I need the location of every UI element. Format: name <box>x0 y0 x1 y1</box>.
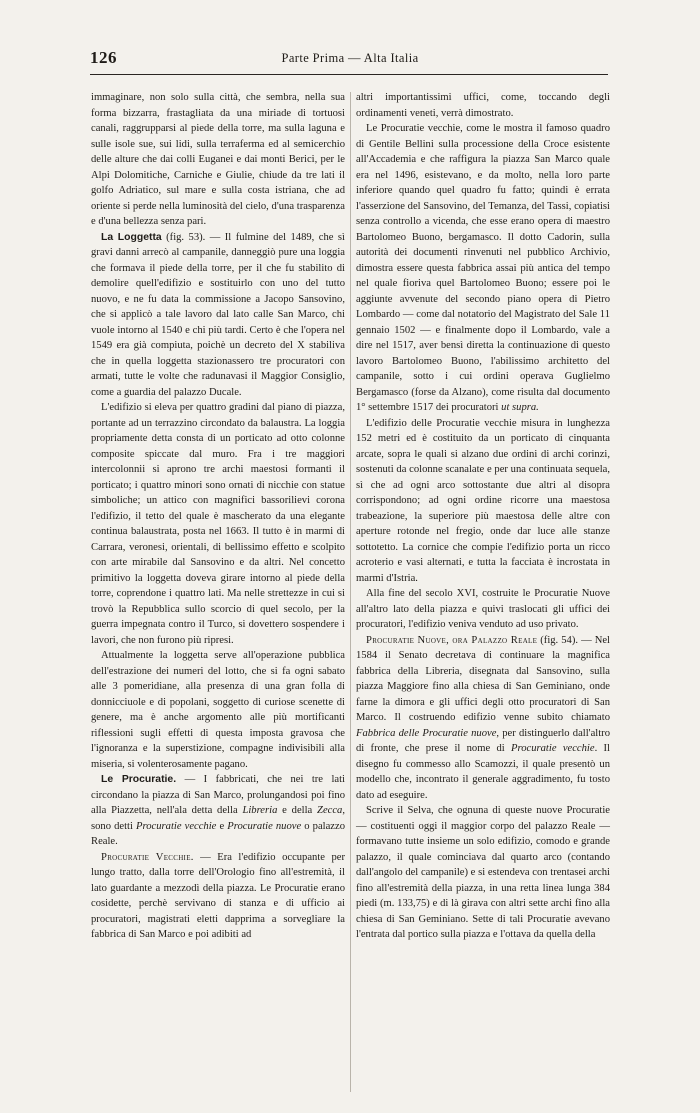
page-header <box>90 48 610 70</box>
paragraph-procuratie-vecchie <box>91 850 345 943</box>
column-divider <box>350 92 351 1092</box>
text: , sono detti <box>91 805 345 832</box>
paragraph-loggetta <box>91 230 345 401</box>
italic-text: Procuratie vecchie <box>511 743 595 754</box>
paragraph: Attualmente la loggetta serve all'operazione pubblica dell'estrazione dei numeri del lotto, che si fa ogni sabato alle 3 pomeridiane, alla presenza di una gran folla di donnicciuole e di popolani, soggetto di curiose scenette di genere, ma è anche argomento alle più mortificanti riflessioni sugli effetti di questa imposta gravosa che l'ignoranza e la superstizione, compagne indivisibili alla miseria, si volenterosamente pagano. <box>91 650 345 770</box>
paragraph: L'edifizio delle Procuratie vecchie misura in lunghezza 152 metri ed è costituito da un porticato di cinquanta arcate, sopra le quali si alzano due ordini di archi corinzi, sostenuti da colonne scanalate e per una continuata sequela, sì che ad ogni arco sottostante due altri al disopra corrispondono; ad ogni ordine ricorre una maestosa trabeazione, la superiore più maestosa delle altre con aperture rotonde nel fregio, onde dar luce alle stanze sottotetto. La cornice che compie l'edifizio porta un ricco acroterio e vasi alternati, e tutta la facciata è incrostata in marmi d'Istria. <box>356 417 610 584</box>
paragraph-procuratie <box>91 772 345 850</box>
paragraph: Alla fine del secolo XVI, costruite le Procuratie Nuove all'altro lato della piazza e quivi traslocati gli uffici dei procuratori, l'edifizio veniva venduto ad uso privato. <box>356 588 610 630</box>
paragraph: L'edifizio si eleva per quattro gradini dal piano di piazza, portante ad un terrazzino circondato da balaustra. La loggia propriamente detta consta di un porticato ad otto colonne composite spiccate dal muro. Fra i tre maggiori intercolonnii si aprono tre archi maestosi formanti il porticato; i quattro minori sono ornati di nicchie con statue simboliche; un attico con magnifici bassorilievi corona l'edifizio, il tetto del quale è mascherato da una elegante continua balaustrata, posta nel 1663. Il tutto è in marmi di Carrara, veronesi, orientali, di bellissimo effetto e scolpito con arte mirabile dal Sansovino e da altri. Nel concetto primitivo la loggetta doveva girare intorno al piede della torre, coprendone i quattro lati. Ma nelle strettezze in cui si trovò la Repubblica sullo scorcio di quel secolo, per la guerra impegnata contro il Turco, si dovettero sospendere i lavori, che non furono più ripresi. <box>91 402 345 646</box>
paragraph-bellini <box>356 121 610 416</box>
paragraph: Scrive il Selva, che ognuna di queste nuove Procuratie — costituenti oggi il maggior corpo del palazzo Reale — formavano tutte insieme un solo edifizio, comodo e grande palazzo, il quale cominciava dal quarto arco (contando dall'angolo del campanile) e si estendeva con trentasei archi fino all'estremità della piazza, in una retta linea lunga 384 piedi (m. 133,75) e di là girava con altri sette archi fino alla chiesa di San Geminiano. Sette di tali Procuratie avevano l'entrata dal portico sulla piazza e l'ottava da quella della <box>356 805 610 940</box>
italic-text: Libreria <box>242 805 278 816</box>
paragraph-text: — Era l'edifizio occupante per lungo tratto, dalla torre dell'Orologio fino all'estremità, il lato guardante a mezzodì della piazza. Le Procuratie erano cosidette, perchè servivano di stanza e di ufficio ai procuratori, magistrati eletti dapprima a sorvegliare la fabbrica di San Marco e poi adibiti ad <box>91 851 345 940</box>
italic-text: ut supra. <box>501 402 539 413</box>
paragraph-text: Le Procuratie vecchie, come le mostra il famoso quadro di Gentile Bellini sulla processione della Croce esistente all'Accademia e che raffigura la piazza San Marco quale era nel 1496, esistevano, e da molto, nella loro parte inferiore quando quel quadro fu fatto; quindi è errata l'asserzione del Sansovino, del Temanza, del Tassi, copiatisi senza controllo a vicenda, che esse erano opera di maestro Bartolomeo Buono, bergamasco. Il dotto Cadorin, sulla autorità dei documenti rinvenuti nel pubblico Archivio, dimostra essere questa fabbrica assai più antica del tempo nel quale fioriva quel Bartolomeo Buono; essere poi le aggiunte avvenute del secondo piano opera di Pietro Lombardo — come dal notatorio del Magistrato del Sale 11 gennaio 1502 — e finalmente dopo il Lombardo, vale a dire nel 1517, aver bensì diretta la continuazione di questo lavoro Bartolomeo Buono, l'abilissimo architetto del campanile, sotto i cui ordini operava Guglielmo Bergamasco (forse da Alzano), come risulta dal documento 1° settembre 1517 dei procuratori <box>356 123 610 413</box>
left-column <box>91 90 345 943</box>
paragraph: immaginare, non solo sulla città, che sembra, nella sua forma bizzarra, frastagliata da una miriade di tortuosi canali, raggrupparsi al piede della torre, ma sulla laguna e sulle isole sue, sui lidi, sulla terraferma ed al semicerchio delle alture che dai colli Euganei e dai monti Berici, per le Alpi Dolomitiche, Carniche e Giulie, chiude da tre lati il golfo Adriatico, sul mare e sulla costa istriana, che ad oriente si perde nella luminosità del cielo, d'una trasparenza e d'una bellezza senza pari. <box>91 92 345 227</box>
right-column <box>356 90 610 943</box>
text: o palazzo Reale. <box>91 820 346 847</box>
text: e <box>216 820 228 832</box>
italic-text: Fabbrica delle Procuratie nuove <box>356 727 497 739</box>
italic-text: Procuratie nuove <box>227 820 302 832</box>
text: , per distinguerlo dall'altro di fronte, che prese il nome di <box>356 727 610 754</box>
header-rule <box>90 74 608 75</box>
text: (fig. 54). — Nel 1584 il Senato decretava di continuare la magnifica fabbrica della Libreria, disegnata dal Sansovino, sulla piazza Maggiore fino alla chiesa di San Geminiano, onde farne la dimora e gli uffici degli otto procuratori di San Marco. Il costruendo edifizio venne subito chiamato <box>356 634 611 723</box>
italic-text: Procuratie vecchie <box>136 820 217 832</box>
text: e della <box>277 805 318 816</box>
paragraph: altri importantissimi uffici, come, toccando degli ordinamenti veneti, verrà dimostrato. <box>356 92 610 119</box>
section-heading: La Loggetta <box>101 231 162 243</box>
paragraph-procuratie-nuove <box>356 633 610 804</box>
running-title: Parte Prima — Alta Italia <box>281 51 419 65</box>
paragraph-text: (fig. 53). — Il fulmine del 1489, che sì gravi danni arrecò al campanile, danneggiò pure una loggia che formava il piede della torre, per il che fu stabilito di demolire quell'edifizio e sostituirlo con uno del tutto nuovo, e ne fu data la commissione a Jacopo Sansovino, che si applicò a tale lavoro dal lato calle San Marco, chi vuole intorno al 1540 e chi più tardi. Certo è che l'opera nel 1549 era già compiuta, poichè un decreto del X stabiliva che in quella loggetta stazionassero tre procuratori con armati, tutte le volte che radunavasi il Maggior Consiglio, come a guardia del palazzo Ducale. <box>91 231 345 398</box>
text: — I fabbricati, che nei tre lati circondano la piazza di San Marco, prolungandosi poi fino alla Piazzetta, nell'ala detta della <box>91 774 345 816</box>
section-heading: Le Procuratie. <box>101 774 177 785</box>
italic-text: Zecca <box>317 805 343 816</box>
text: . Il disegno fu commesso allo Scamozzi, il quale presentò un modello che, incontrato il generale aggradimento, fu tosto dato ad eseguire. <box>356 743 610 801</box>
page-number: 126 <box>90 48 117 67</box>
section-heading: Procuratie Vecchie. <box>101 851 194 863</box>
section-heading: Procuratie Nuove, ora Palazzo Reale <box>366 634 538 646</box>
